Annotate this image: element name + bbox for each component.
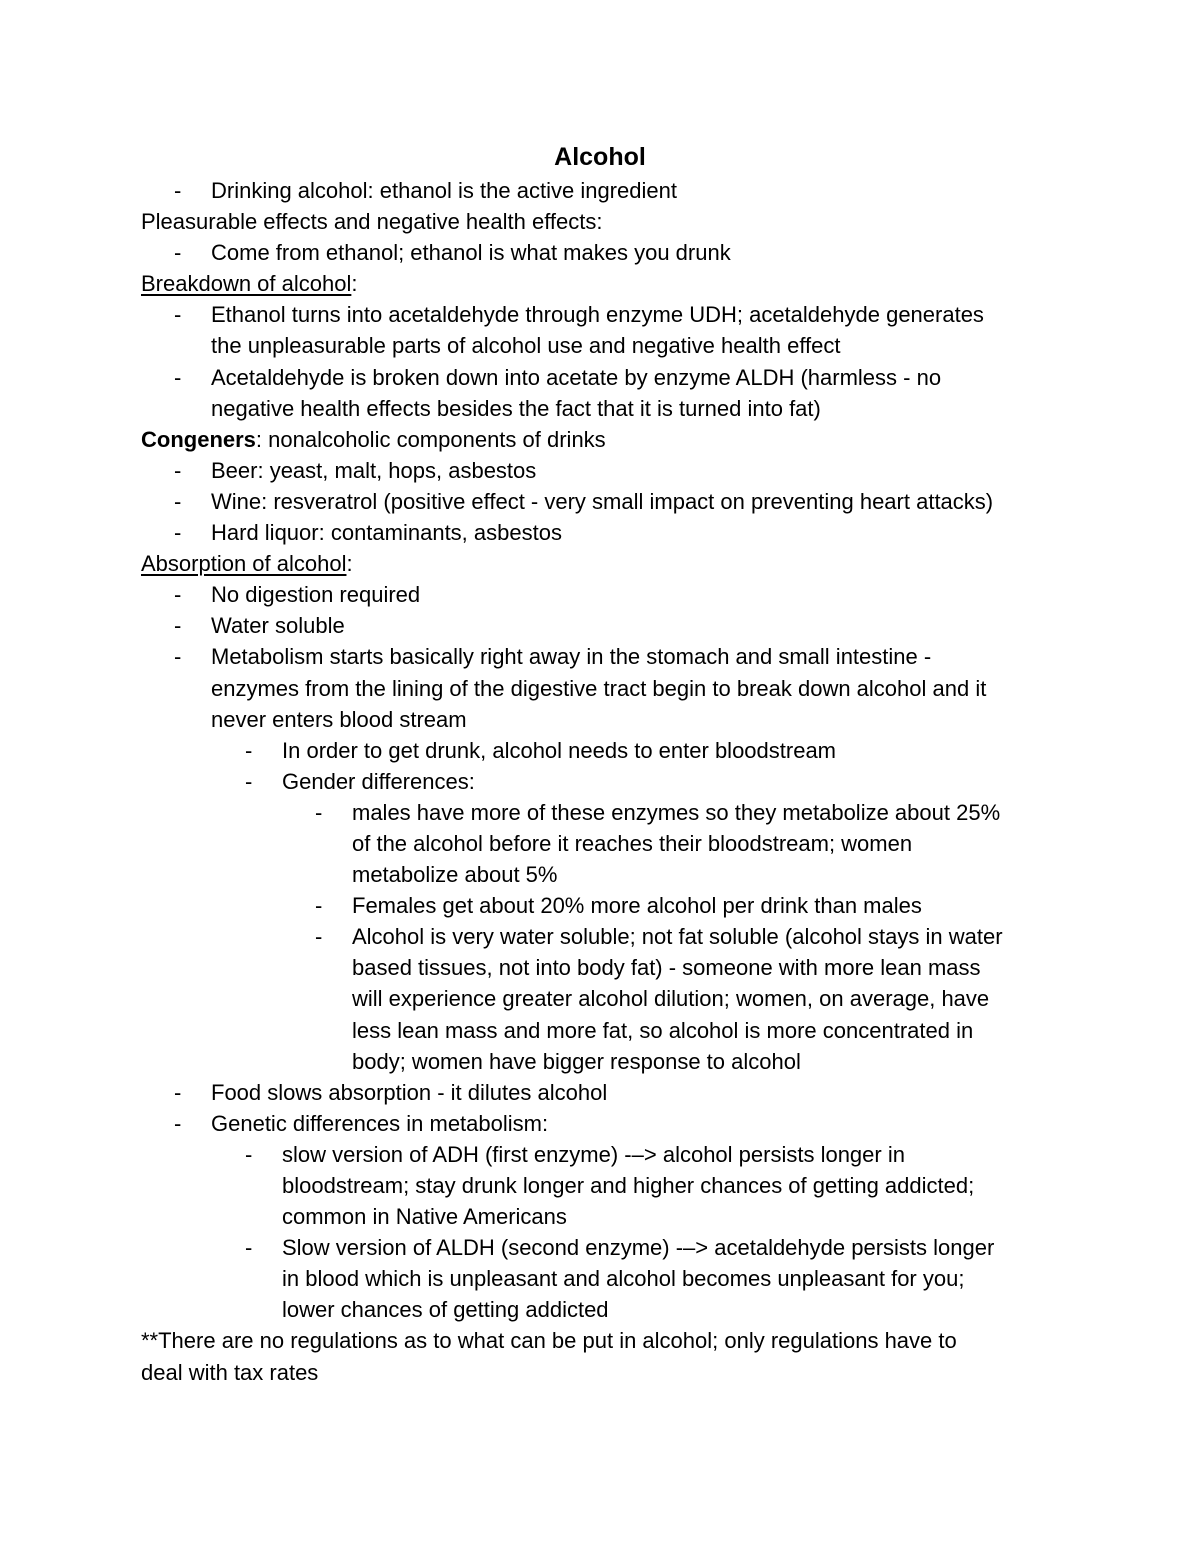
bullet-text: Beer: yeast, malt, hops, asbestos <box>211 457 537 483</box>
bullet-dash: - <box>174 240 182 266</box>
bullet-line: Acetaldehyde is broken down into acetate by enzyme ALDH (harmless - no <box>211 364 942 390</box>
bullet-line: will experience greater alcohol dilution; women, on average, have <box>352 986 990 1012</box>
bullet-line: metabolize about 5% <box>352 862 558 888</box>
bullet-ethanol-effects <box>141 237 1081 268</box>
bullet-line: body; women have bigger response to alcohol <box>352 1048 801 1074</box>
bullet-line: never enters blood stream <box>211 706 467 732</box>
bullet-ethanol-acetaldehyde <box>141 299 1081 361</box>
heading-absorption-text: Absorption of alcohol <box>141 551 347 577</box>
heading-breakdown-text: Breakdown of alcohol <box>141 271 352 297</box>
bullet-wine <box>141 486 1081 517</box>
bullet-text: Food slows absorption - it dilutes alcohol <box>211 1079 608 1105</box>
bullet-get-drunk <box>141 735 1081 766</box>
bullet-line: common in Native Americans <box>282 1204 567 1230</box>
bullet-text: Females get about 20% more alcohol per drink than males <box>352 893 922 919</box>
bullet-line: Metabolism starts basically right away in the stomach and small intestine - <box>211 644 932 670</box>
bullet-dash: - <box>245 768 253 794</box>
bullet-text: No digestion required <box>211 582 421 608</box>
bullet-line: enzymes from the lining of the digestive tract begin to break down alcohol and it <box>211 675 987 701</box>
bullet-line: negative health effects besides the fact that it is turned into fat) <box>211 395 821 421</box>
bullet-dash: - <box>174 178 182 203</box>
bullet-dash: - <box>315 924 323 950</box>
bullet-slow-aldh <box>141 1232 1081 1325</box>
bullet-drinking-alcohol <box>141 175 1081 206</box>
bullet-dash: - <box>174 457 182 483</box>
bullet-text: Wine: resveratrol (positive effect - very small impact on preventing heart attacks) <box>211 488 994 514</box>
bullet-water-soluble-detail <box>141 921 1081 1076</box>
section-heading-congeners <box>141 424 1081 455</box>
heading-colon: : <box>351 271 358 297</box>
bullet-dash: - <box>174 613 182 639</box>
bullet-line: lower chances of getting addicted <box>282 1297 609 1323</box>
bullet-dash: - <box>174 1079 182 1105</box>
bullet-line: slow version of ADH (first enzyme) -–> alcohol persists longer in <box>282 1141 905 1167</box>
congeners-definition: : nonalcoholic components of drinks <box>255 426 606 452</box>
bullet-no-digestion <box>141 579 1081 610</box>
bullet-metabolism <box>141 641 1081 734</box>
bullet-dash: - <box>174 364 182 390</box>
document-body <box>141 175 1081 1388</box>
bullet-text: Come from ethanol; ethanol is what makes you drunk <box>211 240 731 266</box>
bullet-dash: - <box>315 893 323 919</box>
bullet-food <box>141 1077 1081 1108</box>
bullet-dash: - <box>245 1141 253 1167</box>
bullet-gender-differences <box>141 766 1081 797</box>
footnote <box>141 1325 1081 1387</box>
bullet-line: based tissues, not into body fat) - someone with more lean mass <box>352 955 981 981</box>
bullet-dash: - <box>174 488 182 514</box>
bullet-dash: - <box>174 1110 182 1136</box>
footnote-line: deal with tax rates <box>141 1359 319 1385</box>
bullet-text: Drinking alcohol: ethanol is the active ingredient <box>211 178 677 203</box>
bullet-dash: - <box>174 644 182 670</box>
bullet-line: of the alcohol before it reaches their bloodstream; women <box>352 830 913 856</box>
bullet-line: in blood which is unpleasant and alcohol becomes unpleasant for you; <box>282 1266 965 1292</box>
bullet-line: males have more of these enzymes so they metabolize about 25% <box>352 799 1001 825</box>
bullet-line: bloodstream; stay drunk longer and higher chances of getting addicted; <box>282 1173 975 1198</box>
bullet-line: Ethanol turns into acetaldehyde through enzyme UDH; acetaldehyde generates <box>211 302 984 328</box>
bullet-dash: - <box>245 1235 253 1261</box>
congeners-term: Congeners <box>141 426 256 452</box>
bullet-dash: - <box>174 302 182 328</box>
bullet-slow-adh <box>141 1139 1081 1232</box>
bullet-water-soluble <box>141 610 1081 641</box>
bullet-text: Water soluble <box>211 613 345 639</box>
bullet-females <box>141 890 1081 921</box>
bullet-line: Alcohol is very water soluble; not fat soluble (alcohol stays in water <box>352 924 1003 950</box>
bullet-text: Gender differences: <box>282 768 475 794</box>
bullet-genetic-differences <box>141 1108 1081 1139</box>
section-heading-breakdown <box>141 268 1081 299</box>
bullet-line: less lean mass and more fat, so alcohol is more concentrated in <box>352 1017 974 1043</box>
bullet-dash: - <box>315 799 323 825</box>
bullet-text: In order to get drunk, alcohol needs to enter bloodstream <box>282 737 837 763</box>
page-title: Alcohol <box>554 143 646 171</box>
bullet-hard-liquor <box>141 517 1081 548</box>
bullet-dash: - <box>174 520 182 546</box>
bullet-acetaldehyde-acetate <box>141 362 1081 424</box>
bullet-dash: - <box>245 737 253 763</box>
bullet-males <box>141 797 1081 890</box>
bullet-beer <box>141 455 1081 486</box>
bullet-text: Genetic differences in metabolism: <box>211 1110 549 1136</box>
heading-colon: : <box>346 551 353 577</box>
bullet-line: Slow version of ALDH (second enzyme) -–> acetaldehyde persists longer <box>282 1235 995 1261</box>
section-heading-effects: Pleasurable effects and negative health effects: <box>141 209 603 235</box>
footnote-line: **There are no regulations as to what can be put in alcohol; only regulations have to <box>141 1328 957 1354</box>
bullet-text: Hard liquor: contaminants, asbestos <box>211 520 562 546</box>
section-heading-absorption <box>141 548 1081 579</box>
bullet-line: the unpleasurable parts of alcohol use and negative health effect <box>211 333 841 359</box>
bullet-dash: - <box>174 582 182 608</box>
